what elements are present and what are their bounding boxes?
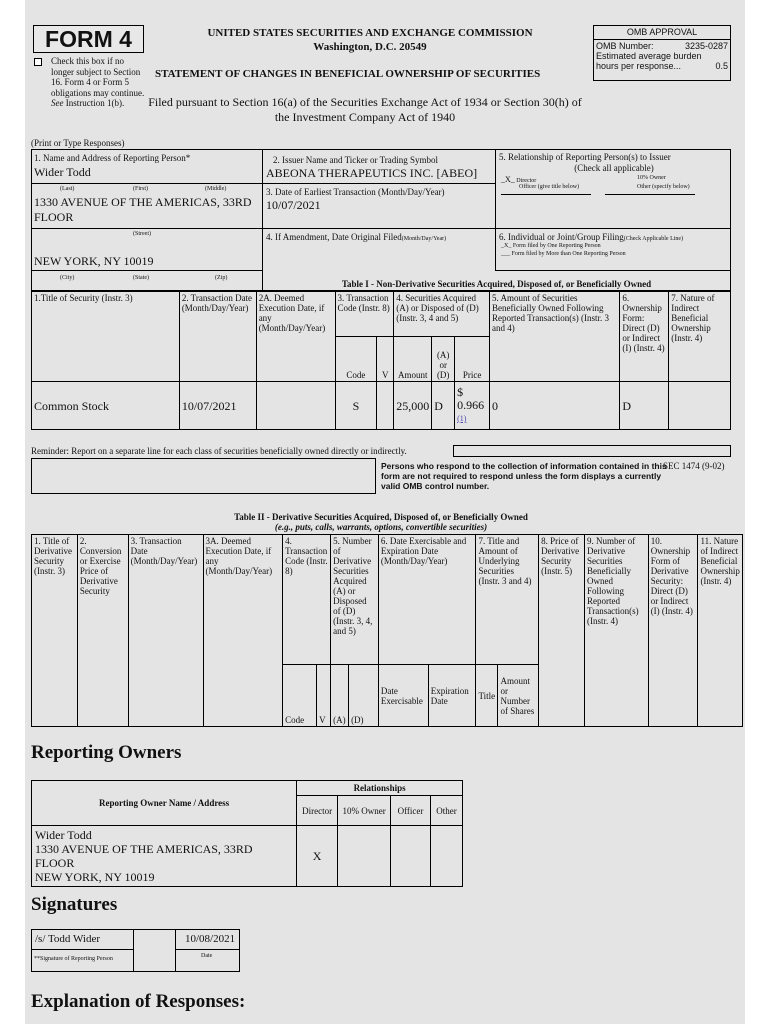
t1-row-price: $ 0.966 (1)	[455, 382, 490, 430]
t1-row-code: S	[335, 382, 377, 430]
owner-name-header: Reporting Owner Name / Address	[32, 781, 297, 826]
table2	[31, 534, 743, 727]
signatures-heading: Signatures	[31, 894, 118, 915]
t1-h-v: V	[377, 337, 394, 382]
issuer-name: ABEONA THERAPEUTICS INC. [ABEO]	[266, 166, 478, 180]
statement-title: STATEMENT OF CHANGES IN BENEFICIAL OWNERSHIP OF SECURITIES	[155, 68, 541, 80]
owner10-option: 10% Owner	[637, 175, 666, 181]
officer-header: Officer	[391, 796, 431, 826]
t2-h-deemed: 3A. Deemed Execution Date, if any (Month/Day/Year)	[203, 535, 283, 727]
filing-one: _X_ Form filed by One Reporting Person	[501, 243, 601, 249]
check-box-text: Check this box if no longer subject to Section 16. Form 4 or Form 5 obligations may continue. See Instruction 1(b).	[51, 56, 145, 108]
agency-name: UNITED STATES SECURITIES AND EXCHANGE COMMISSION	[207, 27, 533, 39]
t1-h-amount: Amount	[394, 337, 432, 382]
signature-date: 10/08/2021	[185, 933, 236, 945]
t2-h-exercisable: 6. Date Exercisable and Expiration Date (Month/Day/Year)	[378, 535, 476, 665]
signature-name: /s/ Todd Wider	[35, 933, 100, 945]
t1-h-nature: 7. Nature of Indirect Beneficial Ownership (Instr. 4)	[669, 292, 731, 382]
filing-more: ___ Form filed by More than One Reporting Person	[501, 251, 626, 257]
t1-h-acquired: 4. Securities Acquired (A) or Disposed of (D) (Instr. 3, 4 and 5)	[394, 292, 490, 337]
reporting-person-label: 1. Name and Address of Reporting Person*	[34, 153, 191, 163]
signature-blank	[133, 929, 176, 972]
reporting-person-city: NEW YORK, NY 10019	[34, 254, 154, 268]
signature-label: **Signature of Reporting Person	[34, 956, 113, 962]
omb-hours-label: hours per response...	[596, 61, 682, 71]
label-middle: (Middle)	[205, 186, 227, 192]
reminder-box	[453, 445, 731, 457]
director-option: _X_ Director	[501, 175, 537, 184]
t1-row-v	[377, 382, 394, 430]
blank-box	[31, 458, 376, 494]
print-type-note: (Print or Type Responses)	[31, 138, 125, 148]
other-header: Other	[431, 796, 463, 826]
owner-director-mark: X	[297, 826, 338, 887]
director-header: Director	[297, 796, 338, 826]
table1-title: Table I - Non-Derivative Securities Acquired, Disposed of, or Beneficially Owned	[341, 279, 652, 289]
no-longer-subject-checkbox[interactable]	[34, 58, 42, 66]
other-option: Other (specify below)	[637, 184, 690, 190]
label-last: (Last)	[60, 186, 75, 192]
issuer-label: 2. Issuer Name and Ticker or Trading Symbol	[273, 155, 438, 165]
owner-city: NEW YORK, NY 10019	[35, 870, 155, 884]
omb-burden: Estimated average burden	[596, 51, 702, 61]
label-state: (State)	[133, 275, 149, 281]
t2-h-underlying: 7. Title and Amount of Underlying Securities (Instr. 3 and 4)	[476, 535, 539, 665]
t2-h-amount-shares: Amount or Number of Shares	[498, 665, 539, 727]
omb-title: OMB APPROVAL	[594, 26, 730, 40]
t1-h-code: 3. Transaction Code (Instr. 8)	[335, 292, 394, 337]
officer-option: Officer (give title below)	[519, 184, 580, 190]
sec-code: SEC 1474 (9-02)	[663, 461, 725, 471]
t2-h-nature: 11. Nature of Indirect Beneficial Ownership (Instr. 4)	[698, 535, 743, 727]
t1-row-amount: 25,000	[394, 382, 432, 430]
label-zip: (Zip)	[215, 275, 228, 281]
t2-h-v: V	[317, 665, 331, 727]
t2-h-date: 3. Transaction Date (Month/Day/Year)	[128, 535, 203, 727]
t1-h-aord: (A) or (D)	[432, 337, 455, 382]
t2-h-exp: Expiration Date	[428, 665, 476, 727]
t2-h-date-ex: Date Exercisable	[378, 665, 428, 727]
filed-pursuant: Filed pursuant to Section 16(a) of the Securities Exchange Act of 1934 or Section 30(h) of the Investment Company Act of 1940	[148, 95, 582, 124]
relationship-sub: (Check all applicable)	[574, 163, 654, 173]
t2-h-price: 8. Price of Derivative Security (Instr. 5)	[539, 535, 585, 727]
date-label: Date	[201, 953, 213, 959]
amendment-label: 4. If Amendment, Date Original Filed(Month/Day/Year)	[266, 232, 447, 242]
t1-row-date: 10/07/2021	[179, 382, 256, 430]
t1-row-aord: D	[432, 382, 455, 430]
reminder-text: Reminder: Report on a separate line for each class of securities beneficially owned directly or indirectly.	[31, 446, 407, 456]
filing-label: 6. Individual or Joint/Group Filing(Check Applicable Line)	[499, 232, 684, 242]
t1-row-deemed	[256, 382, 335, 430]
t2-h-conversion: 2. Conversion or Exercise Price of Derivative Security	[77, 535, 128, 727]
t1-h-title: 1.Title of Security (Instr. 3)	[32, 292, 180, 382]
table2-title: Table II - Derivative Securities Acquired, Disposed of, or Beneficially Owned	[234, 512, 528, 522]
t1-h-code-sub: Code	[335, 337, 377, 382]
owner10-header: 10% Owner	[338, 796, 391, 826]
owner-name: Wider Todd	[35, 828, 92, 842]
t2-h-title-sub: Title	[476, 665, 498, 727]
omb-approval-box	[593, 25, 731, 81]
agency-city: Washington, D.C. 20549	[313, 41, 427, 53]
form-title: FORM 4	[33, 25, 144, 53]
t1-row-form: D	[620, 382, 669, 430]
table1	[31, 291, 731, 430]
reporting-owners-table	[31, 780, 463, 887]
t1-row-nature	[669, 382, 731, 430]
form-page	[25, 0, 745, 1024]
t2-h-code-sub: Code	[283, 665, 317, 727]
t1-h-form: 6. Ownership Form: Direct (D) or Indirect (I) (Instr. 4)	[620, 292, 669, 382]
t2-h-number: 5. Number of Derivative Securities Acquired (A) or Disposed of (D) (Instr. 3, 4, and 5)	[331, 535, 379, 665]
reporting-person-address: 1330 AVENUE OF THE AMERICAS, 33RD FLOOR	[34, 195, 252, 224]
omb-number-label: OMB Number:	[596, 41, 654, 51]
table-row	[32, 826, 463, 887]
t2-h-form: 10. Ownership Form of Derivative Security: Direct (D) or Indirect (I) (Instr. 4)	[648, 535, 698, 727]
t1-h-deemed: 2A. Deemed Execution Date, if any (Month/Day/Year)	[256, 292, 335, 382]
label-city: (City)	[60, 275, 75, 281]
t1-h-price: Price	[455, 337, 490, 382]
earliest-date-label: 3. Date of Earliest Transaction (Month/Day/Year)	[266, 187, 445, 197]
t1-row-title: Common Stock	[32, 382, 180, 430]
t1-h-date: 2. Transaction Date (Month/Day/Year)	[179, 292, 256, 382]
table-row	[32, 382, 731, 430]
t1-footnote-link[interactable]: (1)	[457, 414, 467, 423]
reporting-owners-heading: Reporting Owners	[31, 742, 182, 763]
owner-cell	[32, 826, 297, 887]
t2-h-a: (A)	[331, 665, 349, 727]
t2-h-owned: 9. Number of Derivative Securities Beneficially Owned Following Reported Transaction(s) (Instr. 4)	[585, 535, 649, 727]
t2-h-d: (D)	[349, 665, 379, 727]
omb-notice: Persons who respond to the collection of information contained in this form are not required to respond unless the form displays a currently valid OMB control number.	[381, 461, 667, 491]
label-first: (First)	[133, 186, 148, 192]
t2-h-code: 4. Transaction Code (Instr. 8)	[283, 535, 331, 665]
table2-subtitle: (e.g., puts, calls, warrants, options, convertible securities)	[274, 522, 488, 532]
relationships-header: Relationships	[297, 781, 463, 796]
t2-h-title: 1. Title of Derivative Security (Instr. 3)	[32, 535, 78, 727]
relationship-label: 5. Relationship of Reporting Person(s) to Issuer	[499, 152, 671, 162]
owner-address: 1330 AVENUE OF THE AMERICAS, 33RD FLOOR	[35, 842, 253, 870]
label-street: (Street)	[133, 231, 151, 237]
explanation-heading: Explanation of Responses:	[31, 991, 246, 1012]
t1-row-owned: 0	[490, 382, 620, 430]
omb-number: 3235-0287	[684, 41, 728, 51]
reporting-person-name: Wider Todd	[34, 165, 91, 179]
omb-hours: 0.5	[715, 61, 728, 71]
t1-h-owned: 5. Amount of Securities Beneficially Owned Following Reported Transaction(s) (Instr. 3 and 4)	[490, 292, 620, 382]
earliest-date: 10/07/2021	[266, 198, 321, 212]
